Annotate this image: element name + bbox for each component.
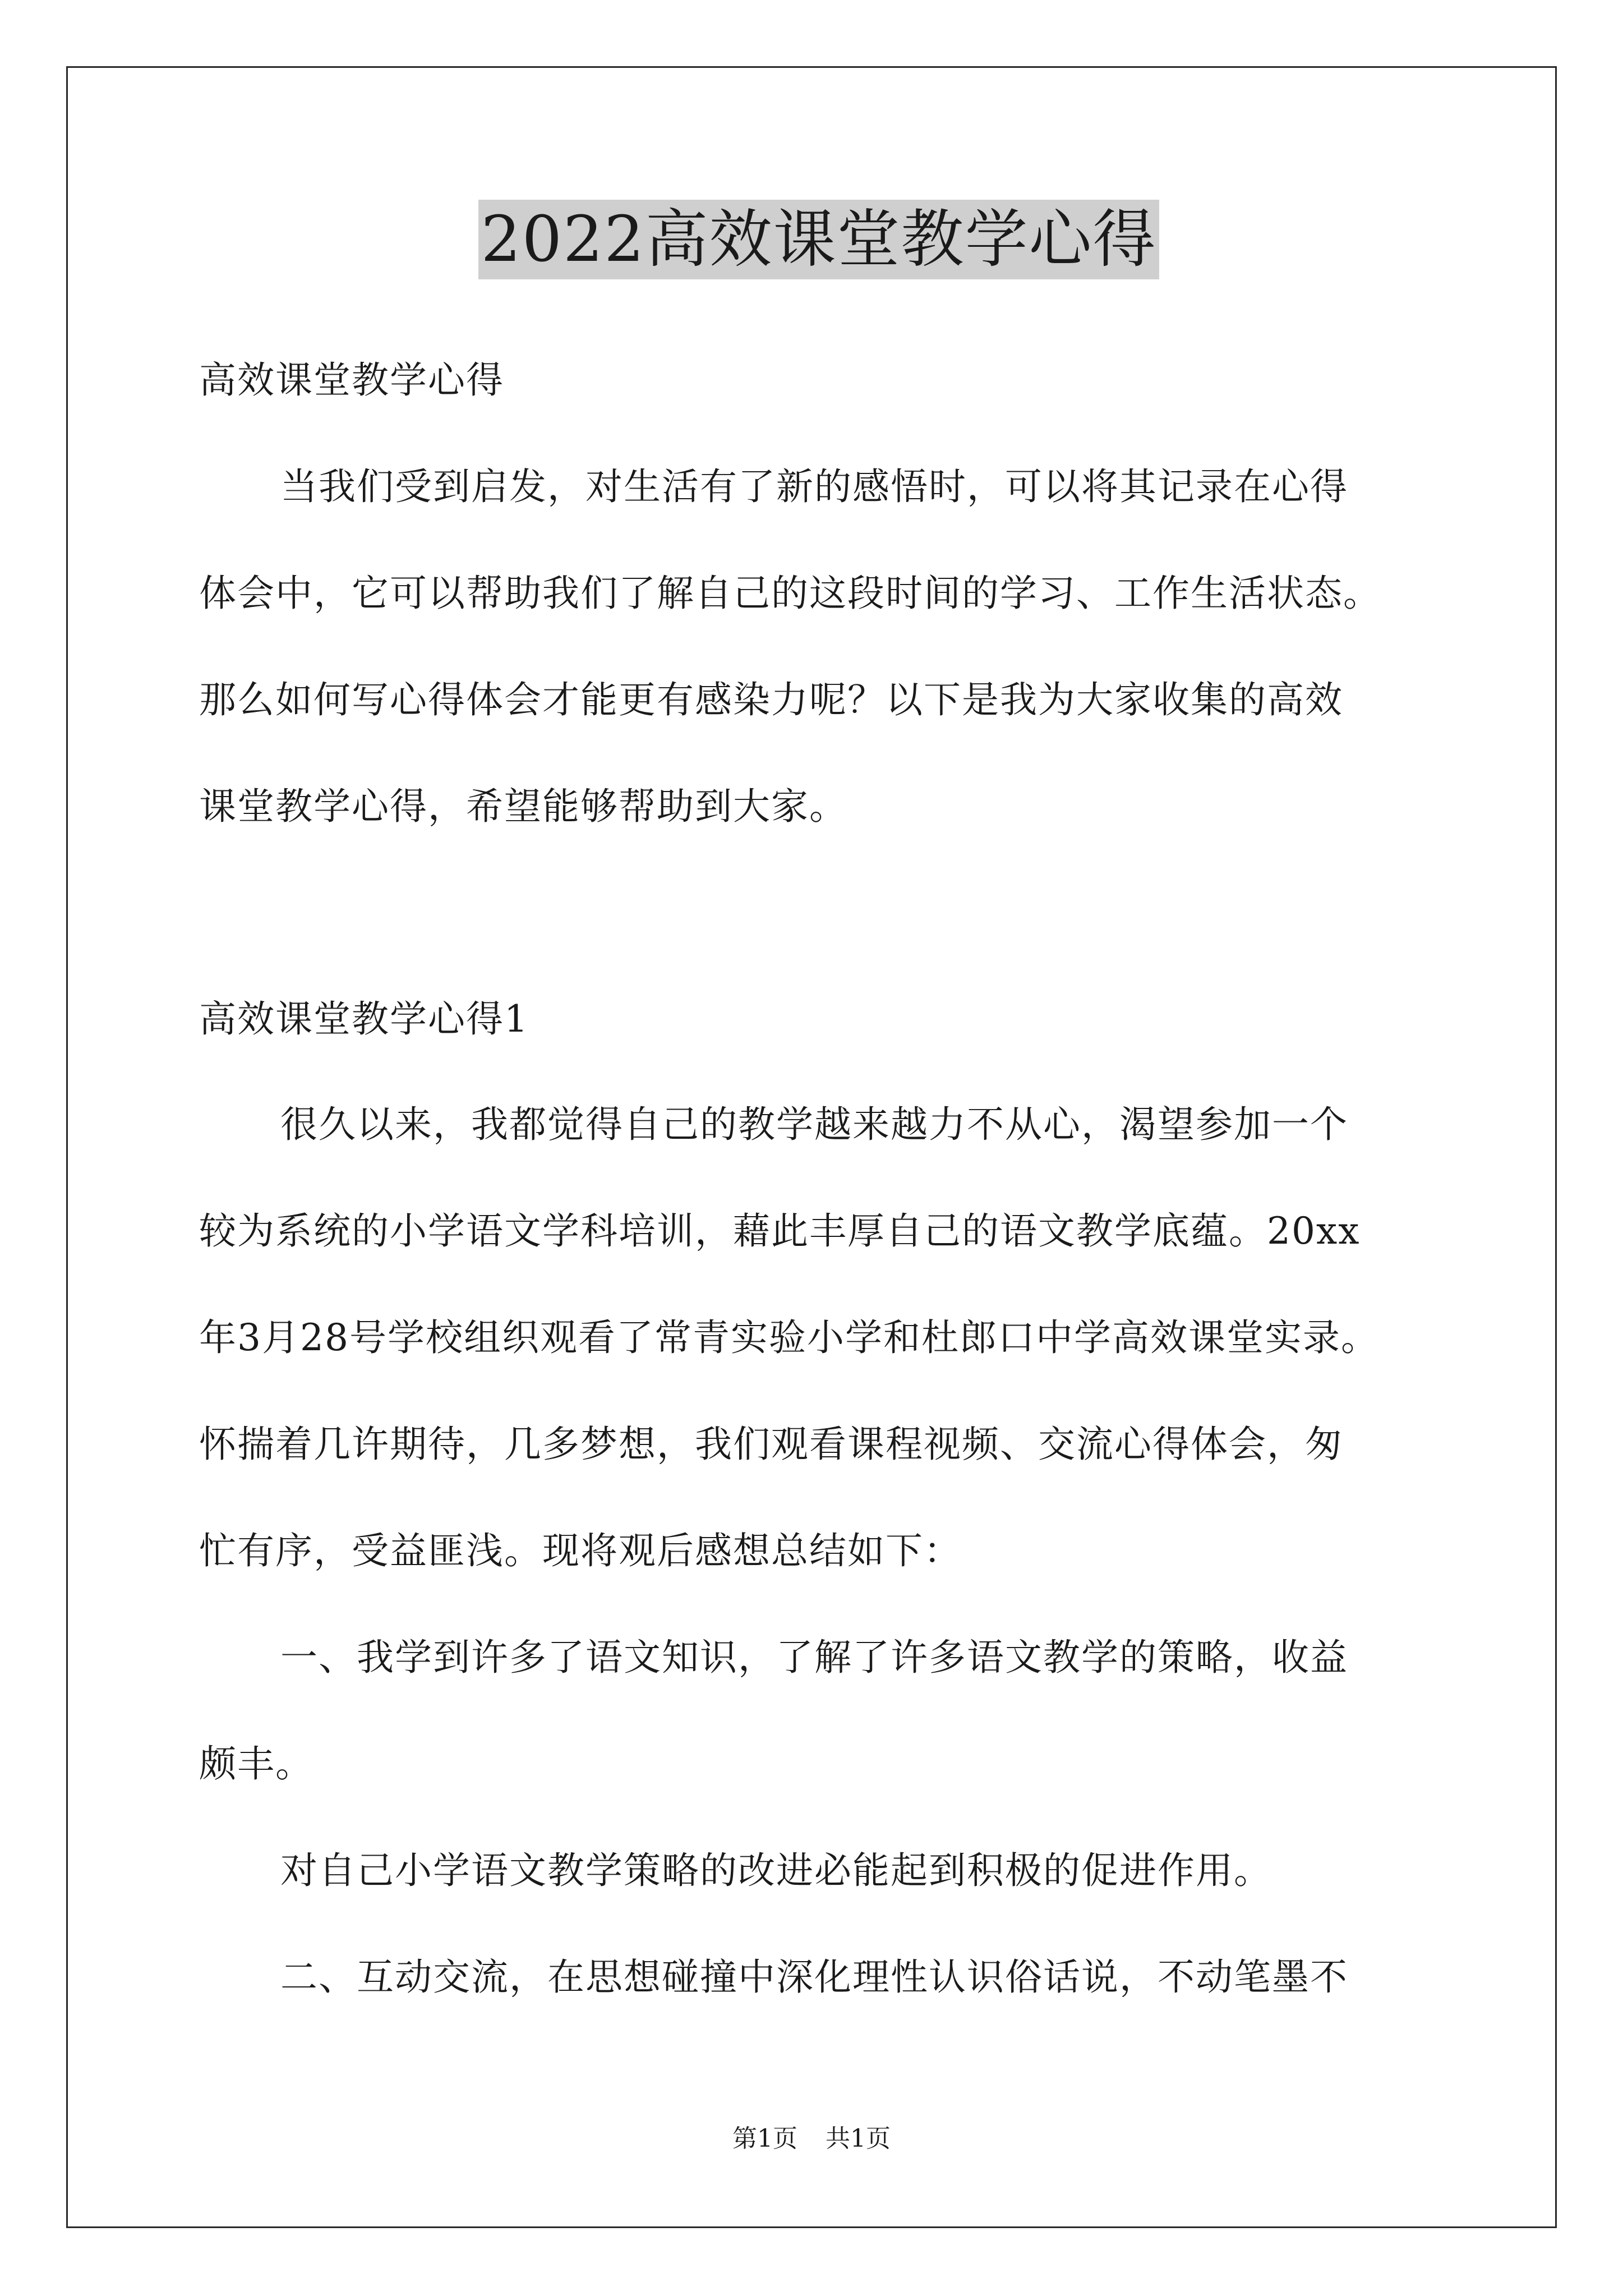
page-footer <box>0 2123 1623 2155</box>
paragraph-line: 忙有序，受益匪浅。现将观后感想总结如下： <box>199 1529 962 1572</box>
paragraph-line: 二、互动交流，在思想碰撞中深化理性认识俗话说，不动笔墨不 <box>280 1955 1348 1999</box>
paragraph-line: 年3月28号学校组织观看了常青实验小学和杜郎口中学高效课堂实录。 <box>199 1316 1379 1359</box>
paragraph-line: 当我们受到启发，对生活有了新的感悟时，可以将其记录在心得 <box>280 465 1348 508</box>
document-title-text: 2022高效课堂教学心得 <box>478 200 1159 279</box>
paragraph-line: 体会中，它可以帮助我们了解自己的这段时间的学习、工作生活状态。 <box>199 572 1381 615</box>
paragraph-line: 颇丰。 <box>199 1742 313 1786</box>
section-heading-1: 高效课堂教学心得1 <box>199 997 529 1041</box>
section-heading-intro: 高效课堂教学心得 <box>199 358 504 402</box>
paragraph-line: 那么如何写心得体会才能更有感染力呢？以下是我为大家收集的高效 <box>199 678 1343 721</box>
paragraph-line: 对自己小学语文教学策略的改进必能起到积极的促进作用。 <box>280 1849 1272 1892</box>
document-title <box>199 200 1438 279</box>
paragraph-line: 一、我学到许多了语文知识，了解了许多语文教学的策略，收益 <box>280 1636 1348 1679</box>
page-number-total: 共1页 <box>826 2124 891 2153</box>
paragraph-line: 怀揣着几许期待，几多梦想，我们观看课程视频、交流心得体会，匆 <box>199 1423 1343 1466</box>
paragraph-line: 较为系统的小学语文学科培训，藉此丰厚自己的语文教学底蕴。20xx <box>199 1209 1361 1253</box>
paragraph-line: 很久以来，我都觉得自己的教学越来越力不从心，渴望参加一个 <box>280 1103 1348 1146</box>
page-number-current: 第1页 <box>732 2124 797 2153</box>
paragraph-line: 课堂教学心得，希望能够帮助到大家。 <box>199 785 847 828</box>
